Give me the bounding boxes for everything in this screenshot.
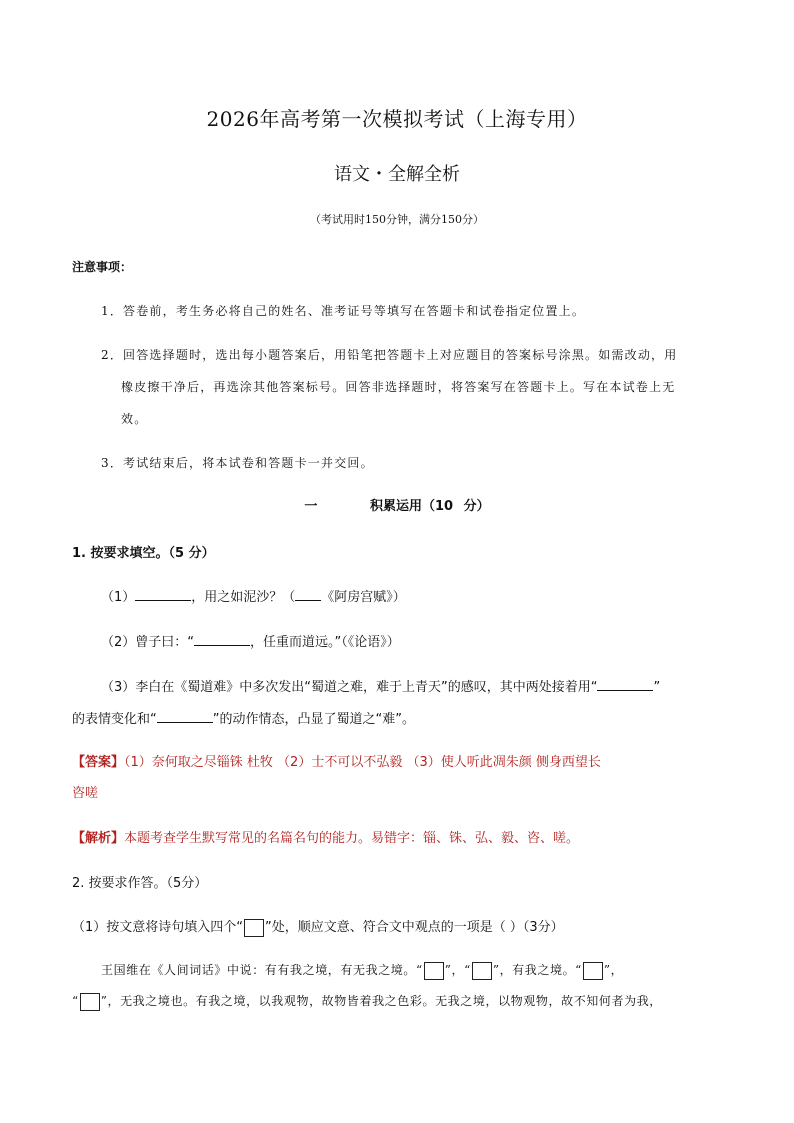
notice-item-2-line-3: 效。	[121, 412, 148, 426]
blank-box	[244, 919, 264, 937]
answer-blank[interactable]	[194, 633, 250, 646]
passage-line-2	[72, 992, 662, 1011]
notice-item-1: 1．答卷前，考生务必将自己的姓名、准考证号等填写在答题卡和试卷指定位置上。	[101, 304, 586, 318]
q1-p1-end: 《阿房宫赋》）	[321, 590, 406, 605]
passage1-start: 王国维在《人间词话》中说：有有我之境，有无我之境。“	[101, 963, 423, 977]
answer-text-line-1: （1）奈何取之尽锱铢 杜牧 （2）士不可以不弘毅 （3）使人听此凋朱颜 侧身西望长	[124, 755, 601, 770]
passage1-sep1: ”，“	[444, 963, 471, 977]
q1-p3-start: （3）李白在《蜀道难》中多次发出“蜀道之难，难于上青天”的感叹，其中两处接着用“	[101, 680, 598, 695]
answer-blank[interactable]	[597, 678, 653, 691]
answer-blank[interactable]	[135, 588, 191, 601]
q1-p1-mid: ，用之如泥沙？（	[191, 590, 296, 605]
blank-box	[424, 962, 444, 980]
notice-title: 注意事项：	[72, 260, 133, 274]
blank-box	[472, 962, 492, 980]
q1-p3-line2-end: ”的动作情态，凸显了蜀道之“难”。	[212, 712, 415, 727]
passage2-rest: ”，无我之境也。有我之境，以我观物，故物皆着我之色彩。无我之境，以物观物，故不知何者为我，	[100, 994, 662, 1008]
exam-info: （考试用时150分钟，满分150分）	[310, 213, 484, 226]
analysis-tag: 【解析】	[72, 831, 125, 846]
question-1-part-3-line-2	[72, 708, 415, 727]
question-1-part-2	[101, 631, 400, 650]
question-1-answer-line-2: 咨嗟	[72, 786, 99, 801]
q1-p3-line2-start: 的表情变化和“	[72, 712, 157, 727]
q2-sub-end: ”处，顺应文意、符合文中观点的一项是（ ）（3分）	[265, 920, 564, 935]
passage-line-1	[101, 961, 623, 980]
question-2-stem: 2. 按要求作答。（5分）	[72, 876, 208, 891]
q1-p2-start: （2）曾子曰：“	[101, 635, 195, 650]
notice-item-2-line-1: 2．回答选择题时，选出每小题答案后，用铅笔把答题卡上对应题目的答案标号涂黑。如需改动，用	[101, 348, 678, 362]
analysis-text: 本题考查学生默写常见的名篇名句的能力。易错字：锱、铢、弘、毅、咨、嗟。	[124, 831, 580, 846]
passage1-sep2: ”，	[603, 963, 624, 977]
q1-p3-line1-end: ”	[653, 680, 661, 695]
page-subtitle: 语文・全解全析	[334, 164, 460, 185]
question-1-part-3-line-1	[101, 676, 660, 695]
passage2-start: “	[72, 994, 79, 1008]
blank-box	[80, 993, 100, 1011]
question-2-sub-1	[72, 916, 564, 937]
notice-item-2-line-2: 橡皮擦干净后，再选涂其他答案标号。回答非选择题时，将答案写在答题卡上。写在本试卷上无	[121, 380, 676, 394]
q1-p2-end: ，任重而道远。”（《论语》）	[250, 635, 400, 650]
answer-tag: 【答案】	[72, 755, 125, 770]
q1-p1-start: （1）	[101, 590, 136, 605]
question-1-answer	[72, 751, 601, 770]
page-title: 2026年高考第一次模拟考试（上海专用）	[206, 107, 588, 131]
question-1-part-1	[101, 586, 406, 605]
answer-blank[interactable]	[295, 588, 321, 601]
passage1-mid: ”，有我之境。“	[492, 963, 582, 977]
section-heading	[0, 495, 794, 514]
question-1-analysis	[72, 827, 579, 846]
section-number: 一	[304, 499, 318, 514]
answer-blank[interactable]	[157, 710, 213, 723]
section-title: 积累运用（10 分）	[370, 499, 490, 514]
question-1-stem: 1. 按要求填空。（5 分）	[72, 546, 215, 561]
notice-item-3: 3．考试结束后，将本试卷和答题卡一并交回。	[101, 456, 374, 470]
q2-sub-start: （1）按文意将诗句填入四个“	[72, 920, 244, 935]
blank-box	[583, 962, 603, 980]
